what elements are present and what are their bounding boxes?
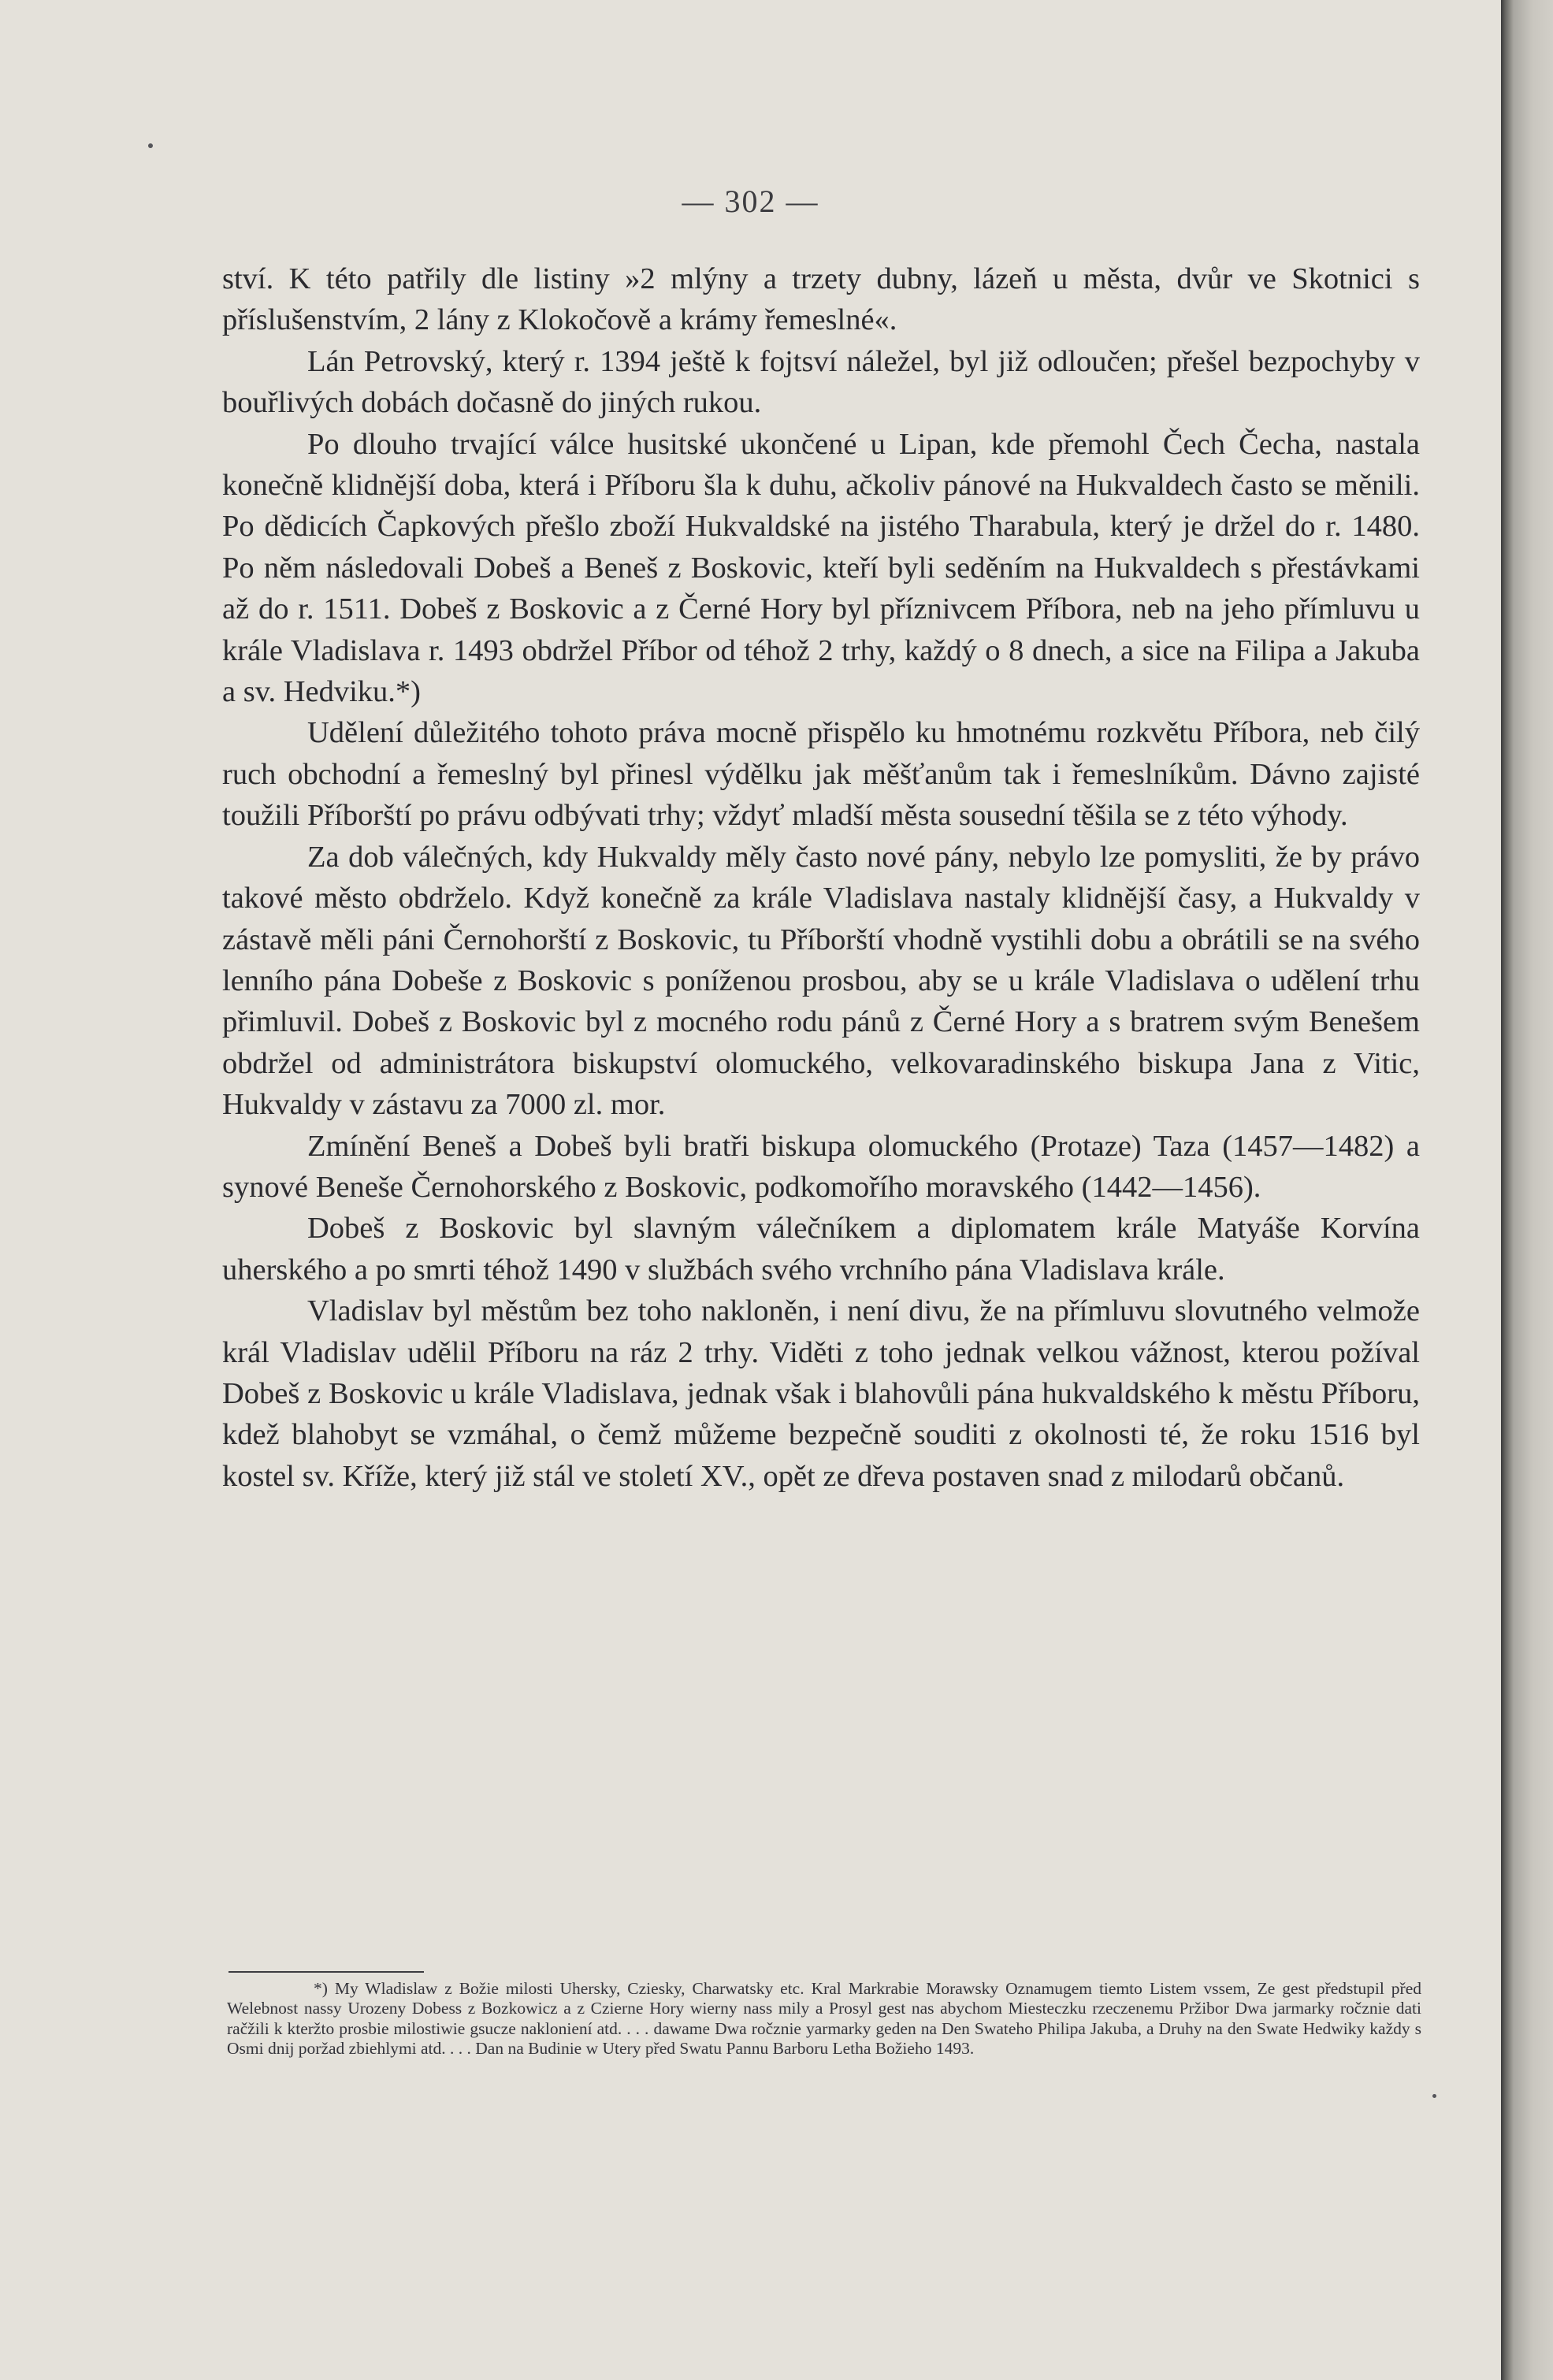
page-speck	[148, 143, 153, 148]
paragraph: Po dlouho trvající válce husitské ukončené u Lipan, kde přemohl Čech Čecha, nastala konečně klidnější doba, která i Příboru šla k duhu, ačkoliv pánové na Hukvaldech často se měnili. Po dědicích Čapkových přešlo zboží Hukvaldské na jistého Tharabula, který je držel do r. 1480. Po něm následovali Dobeš a Beneš z Boskovic, kteří byli seděním na Hukvaldech s přestávkami až do r. 1511. Dobeš z Boskovic a z Černé Hory byl příznivcem Příbora, neb na jeho přímluvu u krále Vladislava r. 1493 obdržel Příbor od téhož 2 trhy, každý o 8 dnech, a sice na Filipa a Jakuba a sv. Hedviku.*)	[222, 427, 1420, 709]
footnote: *) My Wladislaw z Božie milosti Uhersky, Cziesky, Charwatsky etc. Kral Markrabie Morawsky Oznamugem tiemto Listem vssem, Ze gest předstupil před Welebnost nassy Urozeny Dobess z Bozkowicz a z Czierne Hory wierny nass mily a Prosyl gest nas abychom Miesteczku rzeczenemu Pržibor Dwa jarmarky ročznie dati račžili k kteržto prosbie milostiwie gsucze nakloniení atd. . . . dawame Dwa ročznie yarmarky geden na Den Swateho Philipa Jakuba, a Druhy na den Swate Hedwiky každy s Osmi dnij poržad zbiehlymi atd. . . . Dan na Budinie w Utery před Swatu Pannu Barboru Letha Božieho 1493.	[227, 1979, 1421, 2059]
body-text	[222, 258, 1420, 1497]
paragraph: Vladislav byl městům bez toho nakloněn, i není divu, že na přímluvu slovutného velmože král Vladislav udělil Příboru na ráz 2 trhy. Viděti z toho jednak velkou vážnost, kterou požíval Dobeš z Boskovic u krále Vladislava, jednak však i blahovůli pána hukvaldského k městu Příboru, kdež blahobyt se vzmáhal, o čemž můžeme bezpečně souditi z okolnosti té, že roku 1516 byl kostel sv. Kříže, který již stál ve století XV., opět ze dřeva postaven snad z milodarů občanů.	[222, 1294, 1420, 1493]
page-speck	[1432, 2094, 1436, 2098]
footnote-divider	[228, 1971, 424, 1973]
page-number: — 302 —	[682, 184, 819, 219]
paragraph: Lán Petrovský, který r. 1394 ještě k fojtsví náležel, byl již odloučen; přešel bezpochyby v bouřlivých dobách dočasně do jiných rukou.	[222, 344, 1420, 420]
paragraph: Za dob válečných, kdy Hukvaldy měly často nové pány, nebylo lze pomysliti, že by právo takové město obdrželo. Když konečně za krále Vladislava nastaly klidnější časy, a Hukvaldy v zástavě měli páni Černohorští z Boskovic, tu Příborští vhodně vystihli dobu a obrátili se na svého lenního pána Dobeše z Boskovic s poníženou prosbou, aby se u krále Vladislava o udělení trhu přimluvil. Dobeš z Boskovic byl z mocného rodu pánů z Černé Hory a s bratrem svým Benešem obdržel od administrátora biskupství olomuckého, velkovaradinského biskupa Jana z Vitic, Hukvaldy v zástavu za 7000 zl. mor.	[222, 840, 1420, 1122]
paragraph: Udělení důležitého tohoto práva mocně přispělo ku hmotnému rozkvětu Příbora, neb čilý ruch obchodní a řemeslný byl přinesl výdělku jak měšťanům tak i řemeslníkům. Dávno zajisté toužili Příborští po právu odbývati trhy; vždyť mladší města sousední těšila se z této výhody.	[222, 716, 1420, 833]
book-spine-edge	[1501, 0, 1553, 2380]
paragraph: Zmínění Beneš a Dobeš byli bratři biskupa olomuckého (Protaze) Taza (1457—1482) a synové Beneše Černohorského z Boskovic, podkomořího moravského (1442—1456).	[222, 1129, 1420, 1204]
paragraph: Dobeš z Boskovic byl slavným válečníkem a diplomatem krále Matyáše Korvína uherského a po smrti téhož 1490 v službách svého vrchního pána Vladislava krále.	[222, 1212, 1420, 1287]
paragraph-continuation: ství. K této patřily dle listiny »2 mlýny a trzety dubny, lázeň u města, dvůr ve Skotnici s příslušenstvím, 2 lány z Klokočově a krámy řemeslné«.	[222, 262, 1420, 337]
